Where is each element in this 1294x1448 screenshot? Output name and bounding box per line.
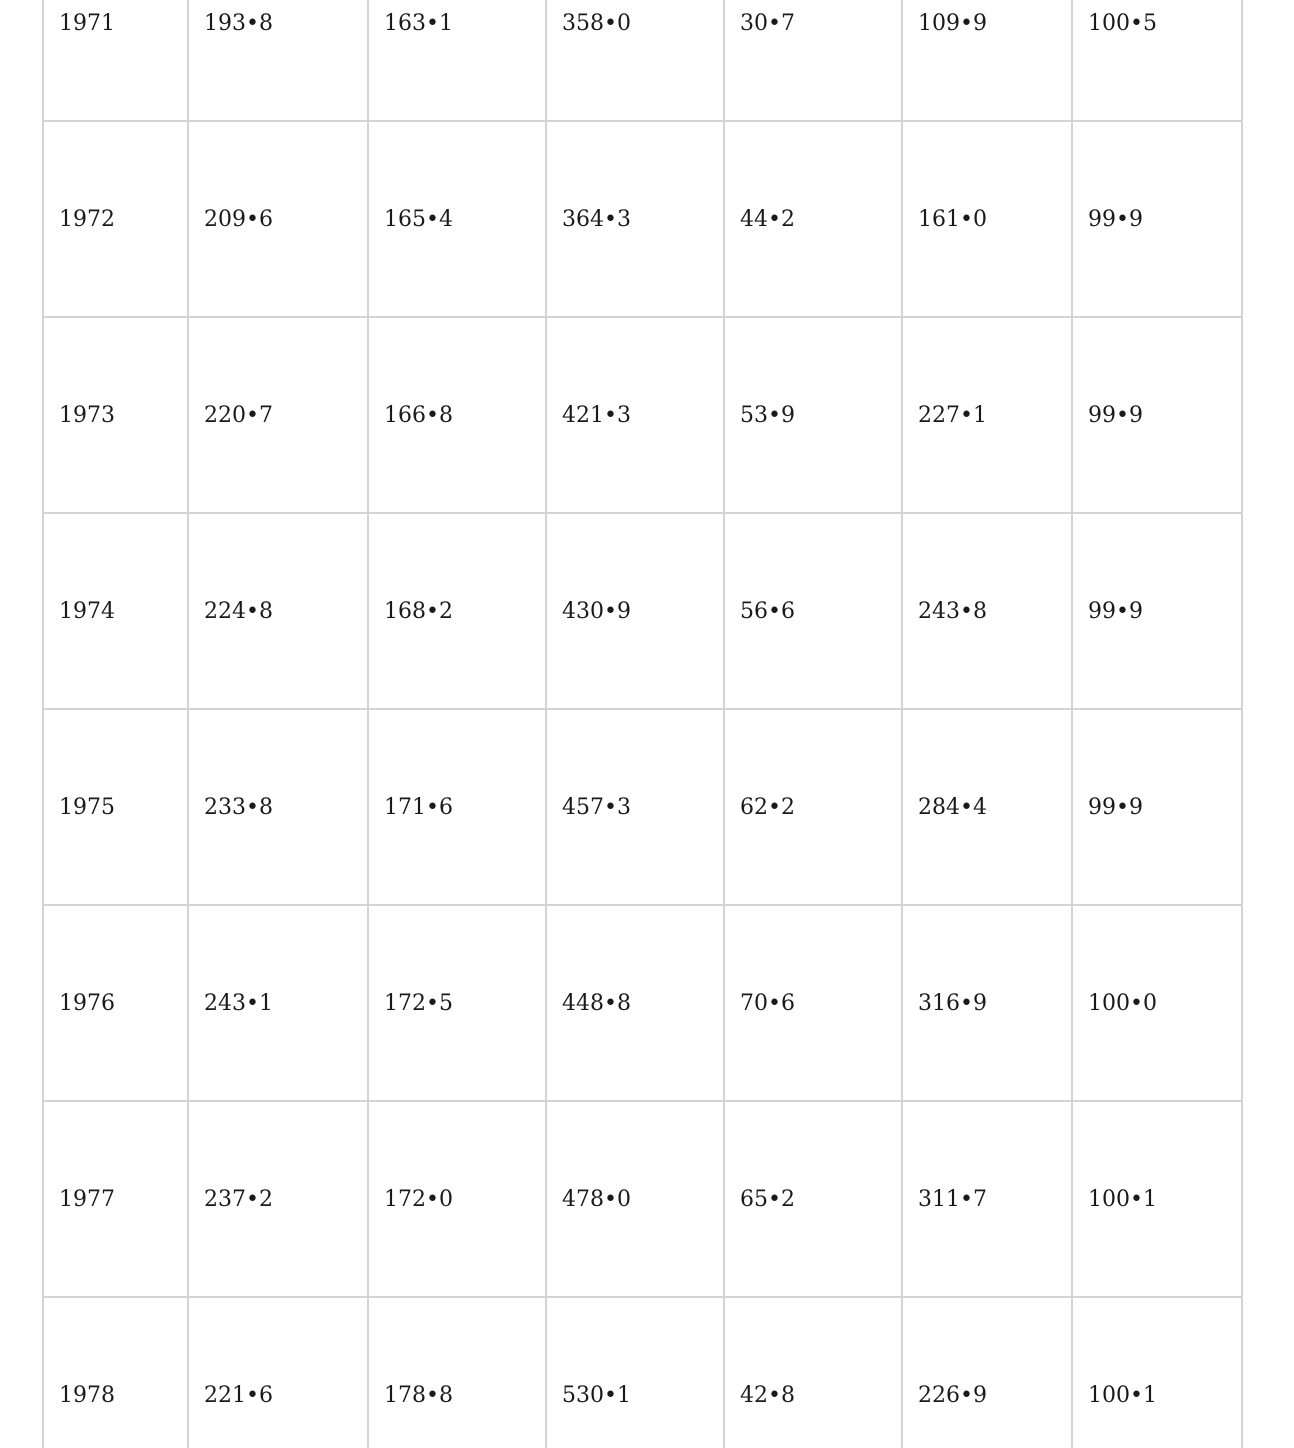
table-cell: 224•8 [188,513,368,709]
table-row [43,0,1242,121]
table-row [43,1297,1242,1448]
table-cell-year: 1978 [43,1297,188,1448]
table-cell: 478•0 [546,1101,724,1297]
table-cell-year: 1974 [43,513,188,709]
table-row [43,513,1242,709]
table-cell: 311•7 [902,1101,1072,1297]
table-cell: 100•0 [1072,905,1242,1101]
table-cell: 193•8 [188,0,368,121]
table-cell: 168•2 [368,513,546,709]
table-cell: 166•8 [368,317,546,513]
table-cell: 530•1 [546,1297,724,1448]
table-cell-year: 1976 [43,905,188,1101]
table-row [43,1101,1242,1297]
table-cell: 358•0 [546,0,724,121]
table-cell: 100•5 [1072,0,1242,121]
table-cell: 70•6 [724,905,902,1101]
table-cell: 171•6 [368,709,546,905]
table-cell: 178•8 [368,1297,546,1448]
table-row [43,121,1242,317]
table-cell: 172•0 [368,1101,546,1297]
table-row [43,905,1242,1101]
table-cell: 421•3 [546,317,724,513]
table-cell: 233•8 [188,709,368,905]
table-cell-year: 1972 [43,121,188,317]
table-cell-year: 1977 [43,1101,188,1297]
table-cell: 284•4 [902,709,1072,905]
table-cell: 109•9 [902,0,1072,121]
table-cell: 62•2 [724,709,902,905]
table-cell-year: 1975 [43,709,188,905]
table-cell: 30•7 [724,0,902,121]
table-row [43,709,1242,905]
table-cell: 209•6 [188,121,368,317]
table-cell: 99•9 [1072,121,1242,317]
table-cell: 65•2 [724,1101,902,1297]
table-cell: 100•1 [1072,1101,1242,1297]
data-table [42,0,1243,1448]
table-cell: 42•8 [724,1297,902,1448]
table-cell: 243•8 [902,513,1072,709]
table-cell: 448•8 [546,905,724,1101]
table-cell: 316•9 [902,905,1072,1101]
table-cell: 227•1 [902,317,1072,513]
table-cell: 99•9 [1072,513,1242,709]
table-cell-year: 1971 [43,0,188,121]
table-cell: 457•3 [546,709,724,905]
table-cell: 221•6 [188,1297,368,1448]
table-cell: 430•9 [546,513,724,709]
table-cell-year: 1973 [43,317,188,513]
table-cell: 44•2 [724,121,902,317]
table-row [43,317,1242,513]
table-cell: 163•1 [368,0,546,121]
table-cell: 243•1 [188,905,368,1101]
table-cell: 237•2 [188,1101,368,1297]
table-cell: 172•5 [368,905,546,1101]
table-cell: 220•7 [188,317,368,513]
table-cell: 99•9 [1072,709,1242,905]
table-cell: 165•4 [368,121,546,317]
table-cell: 364•3 [546,121,724,317]
table-cell: 56•6 [724,513,902,709]
table-cell: 100•1 [1072,1297,1242,1448]
table-cell: 161•0 [902,121,1072,317]
table-cell: 99•9 [1072,317,1242,513]
table-cell: 226•9 [902,1297,1072,1448]
table-cell: 53•9 [724,317,902,513]
